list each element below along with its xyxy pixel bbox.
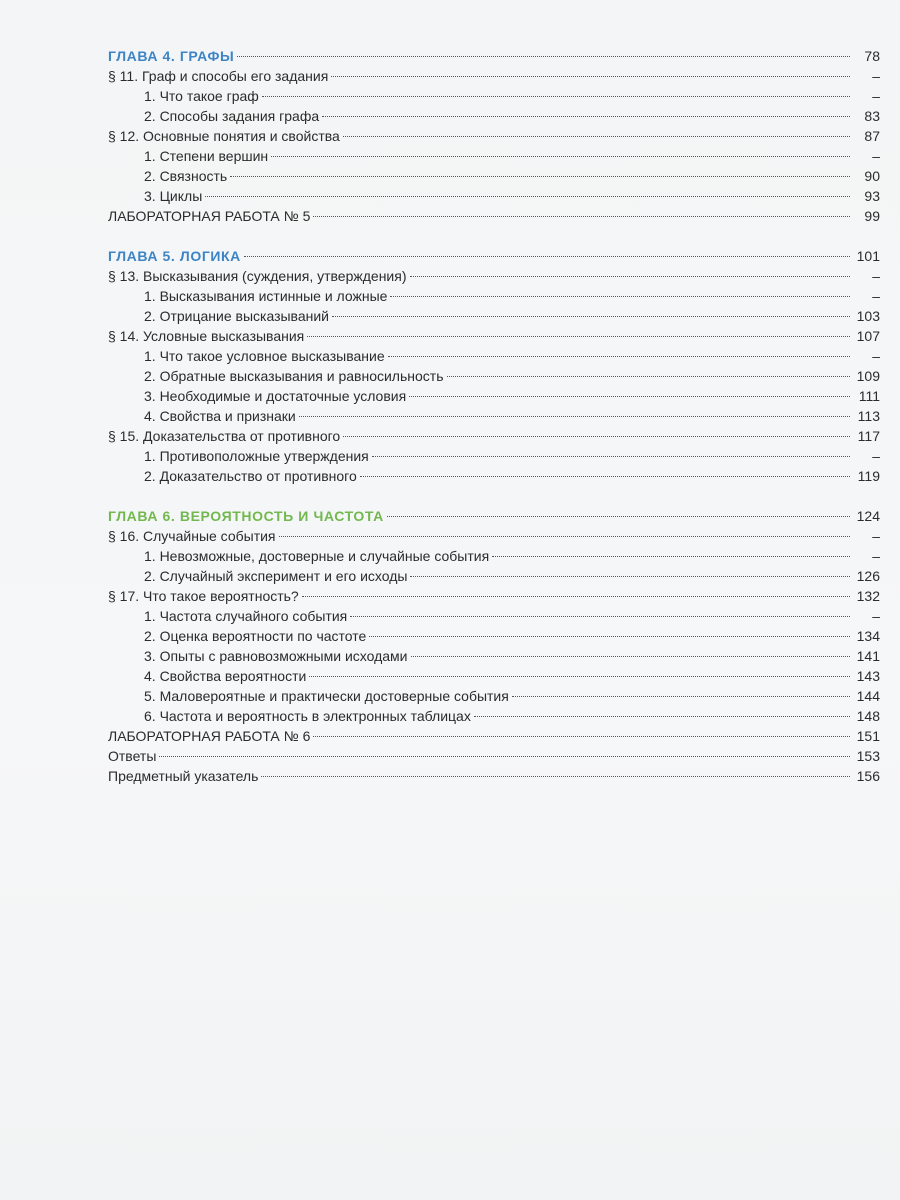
- entry-title: 2. Отрицание высказываний: [144, 308, 329, 324]
- chapter-heading[interactable]: [108, 46, 880, 66]
- dot-leader: [343, 135, 850, 137]
- page-number: 148: [856, 708, 880, 724]
- toc-entry[interactable]: [108, 686, 880, 706]
- dot-leader: [322, 115, 850, 117]
- page-number: 78: [864, 48, 880, 64]
- page-number: –: [872, 548, 880, 564]
- toc-entry[interactable]: [108, 546, 880, 566]
- page-number: 132: [856, 588, 880, 604]
- dot-leader: [230, 175, 850, 177]
- dot-leader: [205, 195, 850, 197]
- dot-leader: [512, 695, 850, 697]
- page-number: –: [872, 88, 880, 104]
- entry-title: § 13. Высказывания (суждения, утверждения): [108, 268, 407, 284]
- page-number: 153: [856, 748, 880, 764]
- dot-leader: [410, 275, 851, 277]
- dot-leader: [244, 255, 850, 257]
- toc-entry[interactable]: [108, 426, 880, 446]
- entry-title: 1. Что такое условное высказывание: [144, 348, 385, 364]
- entry-title: 4. Свойства вероятности: [144, 668, 307, 684]
- toc-entry[interactable]: [108, 266, 880, 286]
- entry-title: § 15. Доказательства от противного: [108, 428, 341, 444]
- entry-title: ЛАБОРАТОРНАЯ РАБОТА № 6: [108, 728, 311, 744]
- toc-section: [108, 46, 880, 226]
- toc-entry[interactable]: [108, 286, 880, 306]
- page-number: –: [872, 608, 880, 624]
- toc-entry[interactable]: [108, 146, 880, 166]
- entry-title: § 17. Что такое вероятность?: [108, 588, 299, 604]
- dot-leader: [411, 655, 851, 657]
- entry-title: ГЛАВА 6. ВЕРОЯТНОСТЬ И ЧАСТОТА: [108, 508, 384, 524]
- page-number: 93: [864, 188, 880, 204]
- toc-entry[interactable]: [108, 66, 880, 86]
- chapter-heading[interactable]: [108, 506, 880, 526]
- toc-entry[interactable]: [108, 726, 880, 746]
- page-number: –: [872, 268, 880, 284]
- toc-entry[interactable]: [108, 646, 880, 666]
- page-number: 141: [856, 648, 880, 664]
- entry-title: § 12. Основные понятия и свойства: [108, 128, 340, 144]
- page-number: 156: [856, 768, 880, 784]
- entry-title: 2. Оценка вероятности по частоте: [144, 628, 367, 644]
- page-number: 103: [856, 308, 880, 324]
- toc-entry[interactable]: [108, 766, 880, 786]
- page-number: 90: [864, 168, 880, 184]
- dot-leader: [343, 435, 850, 437]
- table-of-contents: [108, 46, 880, 806]
- dot-leader: [271, 155, 850, 157]
- toc-entry[interactable]: [108, 106, 880, 126]
- entry-title: 1. Противоположные утверждения: [144, 448, 369, 464]
- entry-title: 2. Связность: [144, 168, 228, 184]
- page-number: 109: [856, 368, 880, 384]
- dot-leader: [262, 95, 850, 97]
- entry-title: 5. Маловероятные и практически достоверные события: [144, 688, 509, 704]
- entry-title: 4. Свойства и признаки: [144, 408, 296, 424]
- toc-section: [108, 246, 880, 486]
- entry-title: § 16. Случайные события: [108, 528, 276, 544]
- dot-leader: [360, 475, 850, 477]
- dot-leader: [474, 715, 850, 717]
- dot-leader: [237, 55, 850, 57]
- toc-entry[interactable]: [108, 346, 880, 366]
- entry-title: 3. Необходимые и достаточные условия: [144, 388, 407, 404]
- dot-leader: [410, 575, 850, 577]
- page-number: –: [872, 348, 880, 364]
- toc-entry[interactable]: [108, 566, 880, 586]
- dot-leader: [387, 515, 850, 517]
- dot-leader: [279, 535, 850, 537]
- entry-title: Ответы: [108, 748, 157, 764]
- dot-leader: [307, 335, 850, 337]
- page-number: 143: [856, 668, 880, 684]
- entry-title: 1. Степени вершин: [144, 148, 269, 164]
- entry-title: 1. Что такое граф: [144, 88, 259, 104]
- chapter-heading[interactable]: [108, 246, 880, 266]
- dot-leader: [350, 615, 850, 617]
- entry-title: 1. Высказывания истинные и ложные: [144, 288, 388, 304]
- dot-leader: [369, 635, 850, 637]
- dot-leader: [492, 555, 850, 557]
- page-number: 124: [856, 508, 880, 524]
- entry-title: 2. Обратные высказывания и равносильность: [144, 368, 444, 384]
- toc-entry[interactable]: [108, 406, 880, 426]
- page-number: –: [872, 148, 880, 164]
- entry-title: 3. Циклы: [144, 188, 203, 204]
- dot-leader: [409, 395, 850, 397]
- toc-entry[interactable]: [108, 746, 880, 766]
- page-number: 119: [857, 468, 880, 484]
- entry-title: ГЛАВА 4. ГРАФЫ: [108, 48, 235, 64]
- toc-entry[interactable]: [108, 666, 880, 686]
- page-number: 113: [857, 408, 880, 424]
- page-number: 151: [856, 728, 880, 744]
- dot-leader: [309, 675, 850, 677]
- toc-entry[interactable]: [108, 626, 880, 646]
- toc-entry[interactable]: [108, 446, 880, 466]
- toc-entry[interactable]: [108, 126, 880, 146]
- toc-section: [108, 506, 880, 786]
- entry-title: 2. Случайный эксперимент и его исходы: [144, 568, 408, 584]
- page-number: 126: [856, 568, 880, 584]
- page-number: 83: [864, 108, 880, 124]
- entry-title: 2. Доказательство от противного: [144, 468, 357, 484]
- page-number: 99: [864, 208, 880, 224]
- toc-entry[interactable]: [108, 326, 880, 346]
- toc-entry[interactable]: [108, 466, 880, 486]
- toc-entry[interactable]: [108, 186, 880, 206]
- entry-title: 6. Частота и вероятность в электронных таблицах: [144, 708, 471, 724]
- page-number: –: [872, 528, 880, 544]
- dot-leader: [388, 355, 850, 357]
- toc-entry[interactable]: [108, 706, 880, 726]
- toc-entry[interactable]: [108, 526, 880, 546]
- page-number: 107: [856, 328, 880, 344]
- entry-title: § 11. Граф и способы его задания: [108, 68, 329, 84]
- dot-leader: [332, 315, 850, 317]
- toc-entry[interactable]: [108, 306, 880, 326]
- page-number: 111: [858, 388, 880, 404]
- toc-entry[interactable]: [108, 366, 880, 386]
- toc-entry[interactable]: [108, 86, 880, 106]
- entry-title: 1. Невозможные, достоверные и случайные события: [144, 548, 490, 564]
- page-number: 101: [856, 248, 880, 264]
- entry-title: 2. Способы задания графа: [144, 108, 320, 124]
- page-number: –: [872, 288, 880, 304]
- toc-entry[interactable]: [108, 386, 880, 406]
- dot-leader: [302, 595, 850, 597]
- entry-title: ЛАБОРАТОРНАЯ РАБОТА № 5: [108, 208, 311, 224]
- dot-leader: [390, 295, 850, 297]
- toc-entry[interactable]: [108, 586, 880, 606]
- toc-entry[interactable]: [108, 206, 880, 226]
- dot-leader: [372, 455, 850, 457]
- dot-leader: [313, 215, 850, 217]
- page-number: 144: [856, 688, 880, 704]
- entry-title: § 14. Условные высказывания: [108, 328, 305, 344]
- toc-entry[interactable]: [108, 166, 880, 186]
- dot-leader: [447, 375, 851, 377]
- toc-entry[interactable]: [108, 606, 880, 626]
- page-number: –: [872, 68, 880, 84]
- dot-leader: [313, 735, 850, 737]
- dot-leader: [159, 755, 850, 757]
- entry-title: 3. Опыты с равновозможными исходами: [144, 648, 408, 664]
- entry-title: Предметный указатель: [108, 768, 259, 784]
- dot-leader: [261, 775, 850, 777]
- page-number: 134: [856, 628, 880, 644]
- dot-leader: [331, 75, 850, 77]
- page-number: –: [872, 448, 880, 464]
- entry-title: ГЛАВА 5. ЛОГИКА: [108, 248, 241, 264]
- entry-title: 1. Частота случайного события: [144, 608, 348, 624]
- page-number: 87: [864, 128, 880, 144]
- dot-leader: [299, 415, 850, 417]
- page-number: 117: [857, 428, 880, 444]
